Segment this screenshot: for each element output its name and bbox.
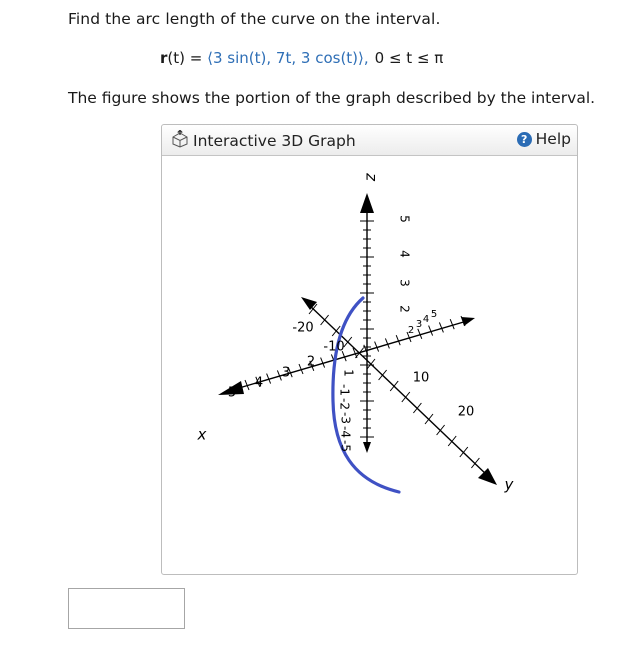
z-tick-label: 1 — [341, 369, 356, 377]
component-z: 3 cos(t) — [300, 49, 359, 67]
x-axis-label: x — [197, 425, 207, 444]
interactive-graph-panel — [161, 124, 578, 575]
y-axis-label: y — [504, 475, 514, 494]
z-tick-label: -1 — [337, 384, 352, 396]
x-tick-label: 5 — [227, 385, 237, 401]
y-axis-arrow-back — [301, 297, 317, 310]
parameter-interval: 0 ≤ t ≤ π — [374, 49, 444, 67]
help-icon: ? — [517, 132, 532, 147]
z-axis-arrow-up — [360, 193, 374, 213]
x-axis-tick — [450, 319, 454, 329]
z-tick-label: 4 — [397, 250, 412, 258]
figure-caption: The figure shows the portion of the graph described by the interval. — [68, 89, 596, 107]
function-name: r — [160, 49, 168, 67]
z-tick-label: -2 — [337, 398, 352, 410]
y-tick-label: 20 — [457, 404, 475, 420]
vector-function — [160, 49, 443, 67]
small-tick-label: 5 — [430, 309, 438, 320]
y-tick-label: -10 — [323, 339, 345, 355]
z-tick-label: -3 — [338, 412, 353, 424]
z-axis-arrow-down — [363, 442, 371, 453]
help-button[interactable] — [517, 130, 571, 148]
panel-header — [162, 125, 577, 156]
component-y: 7t, — [275, 49, 297, 67]
z-tick-label: -5 — [338, 440, 353, 452]
x-tick-label: 3 — [281, 365, 291, 381]
z-tick-label: 2 — [397, 305, 412, 313]
y-axis-arrow-front — [478, 468, 497, 485]
component-x: 3 sin(t), — [212, 49, 272, 67]
answer-input[interactable] — [68, 588, 185, 629]
close-bracket: ⟩, — [358, 49, 369, 67]
z-tick-label: 3 — [397, 279, 412, 287]
small-tick-label: 3 — [415, 319, 423, 330]
x-tick-label: 4 — [254, 375, 264, 391]
y-tick-label: 10 — [412, 370, 430, 386]
graph-canvas — [162, 156, 577, 574]
x-axis-line — [239, 321, 467, 388]
graph-plot-area[interactable] — [162, 156, 577, 574]
function-variable: (t) = — [167, 49, 203, 67]
small-tick-label: 2 — [407, 325, 415, 336]
question-text: Find the arc length of the curve on the interval. — [68, 10, 441, 28]
cube-3d-icon — [170, 130, 190, 152]
panel-title-label: Interactive 3D Graph — [193, 132, 356, 150]
help-label: Help — [535, 130, 571, 148]
z-axis-label: z — [362, 173, 381, 181]
z-tick-label: -4 — [338, 426, 353, 438]
small-tick-label: 4 — [422, 314, 430, 325]
open-bracket: ⟨ — [207, 49, 213, 67]
z-tick-label: 5 — [397, 215, 412, 223]
x-tick-label: 2 — [306, 354, 316, 370]
open-3d-graph-link[interactable] — [170, 130, 356, 152]
y-tick-label: -20 — [292, 320, 314, 336]
